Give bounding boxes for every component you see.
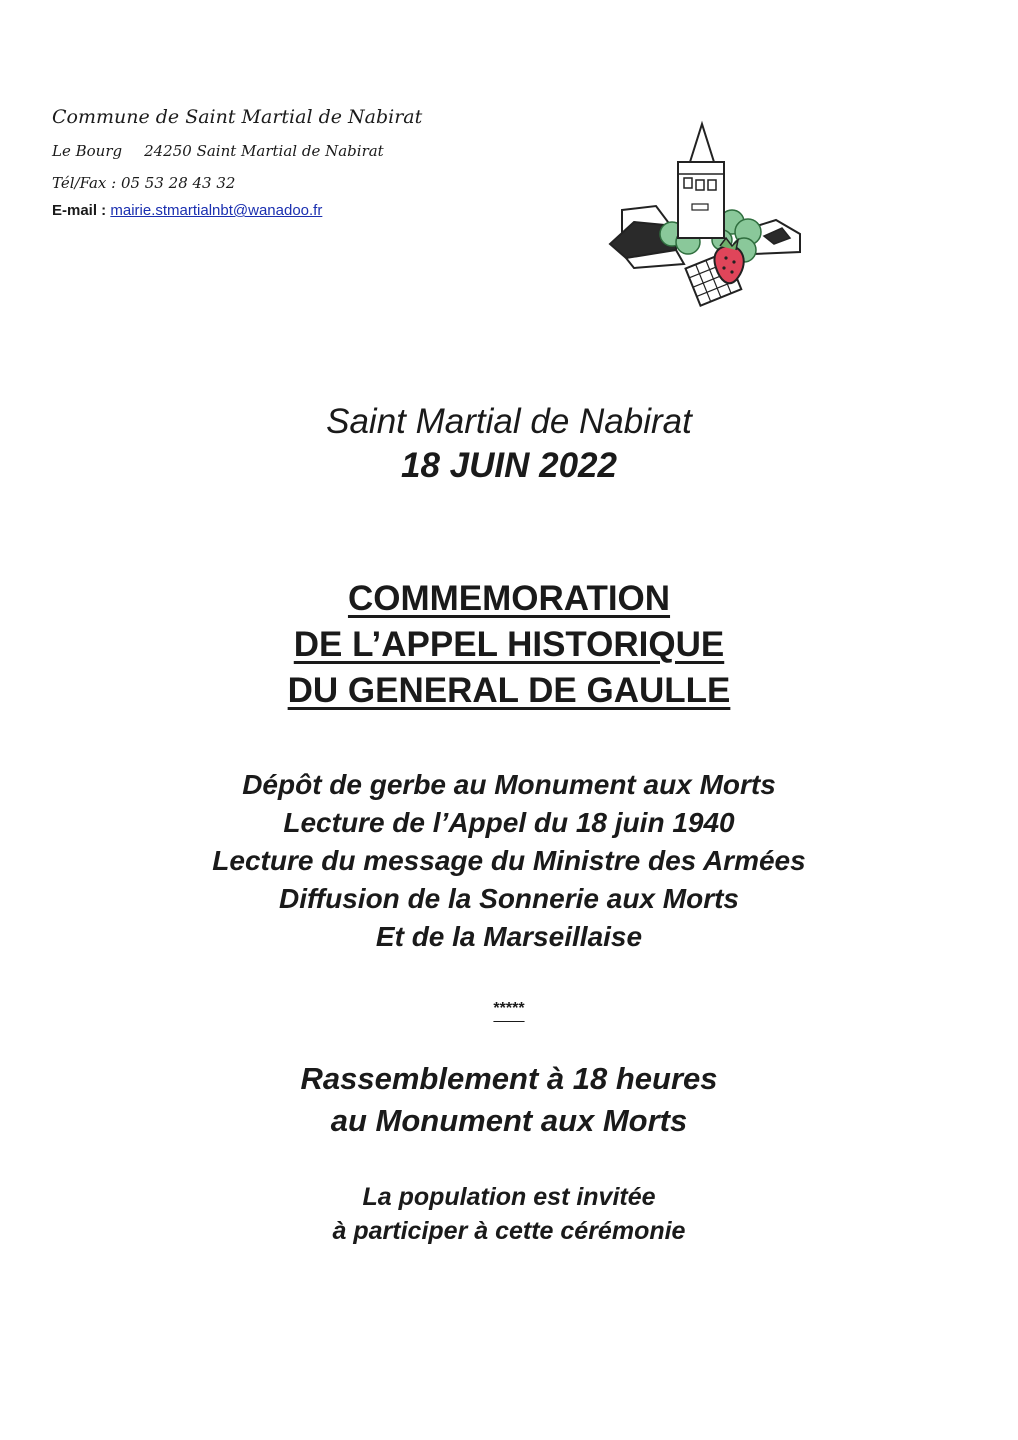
page-title: Saint Martial de Nabirat <box>326 402 692 441</box>
address-street: Le Bourg <box>52 142 123 160</box>
address-city: 24250 Saint Martial de Nabirat <box>144 142 384 160</box>
program-item: Diffusion de la Sonnerie aux Morts <box>278 883 739 914</box>
village-church-logo-icon <box>604 118 808 308</box>
email-label: E-mail : <box>52 202 107 219</box>
heading-line-2: DE L’APPEL HISTORIQUE <box>293 625 725 664</box>
program-list <box>0 766 1018 956</box>
heading-line-3: DU GENERAL DE GAULLE <box>287 671 731 710</box>
commune-address <box>52 134 512 168</box>
commune-phone: Tél/Fax : 05 53 28 43 32 <box>52 174 236 192</box>
invitation <box>0 1180 1018 1248</box>
event-date: 18 JUIN 2022 <box>401 446 617 485</box>
gathering-info <box>0 1058 1018 1142</box>
gathering-place: au Monument aux Morts <box>330 1103 688 1138</box>
program-item: Dépôt de gerbe au Monument aux Morts <box>242 769 776 800</box>
email-link[interactable]: mairie.stmartialnbt@wanadoo.fr <box>110 202 323 219</box>
separator <box>0 1000 1018 1018</box>
separator-stars: ***** <box>493 1000 525 1017</box>
commune-email <box>52 198 512 224</box>
program-item: Lecture de l’Appel du 18 juin 1940 <box>283 807 735 838</box>
invitation-line-1: La population est invitée <box>362 1183 656 1211</box>
letterhead <box>52 100 512 224</box>
invitation-line-2: à participer à cette cérémonie <box>332 1217 686 1245</box>
title-block <box>0 400 1018 488</box>
gathering-time: Rassemblement à 18 heures <box>300 1061 718 1096</box>
heading-line-1: COMMEMORATION <box>347 579 671 618</box>
program-item: Et de la Marseillaise <box>375 921 643 952</box>
program-item: Lecture du message du Ministre des Armées <box>212 845 806 876</box>
commemoration-heading <box>0 576 1018 714</box>
commune-name: Commune de Saint Martial de Nabirat <box>52 106 423 128</box>
